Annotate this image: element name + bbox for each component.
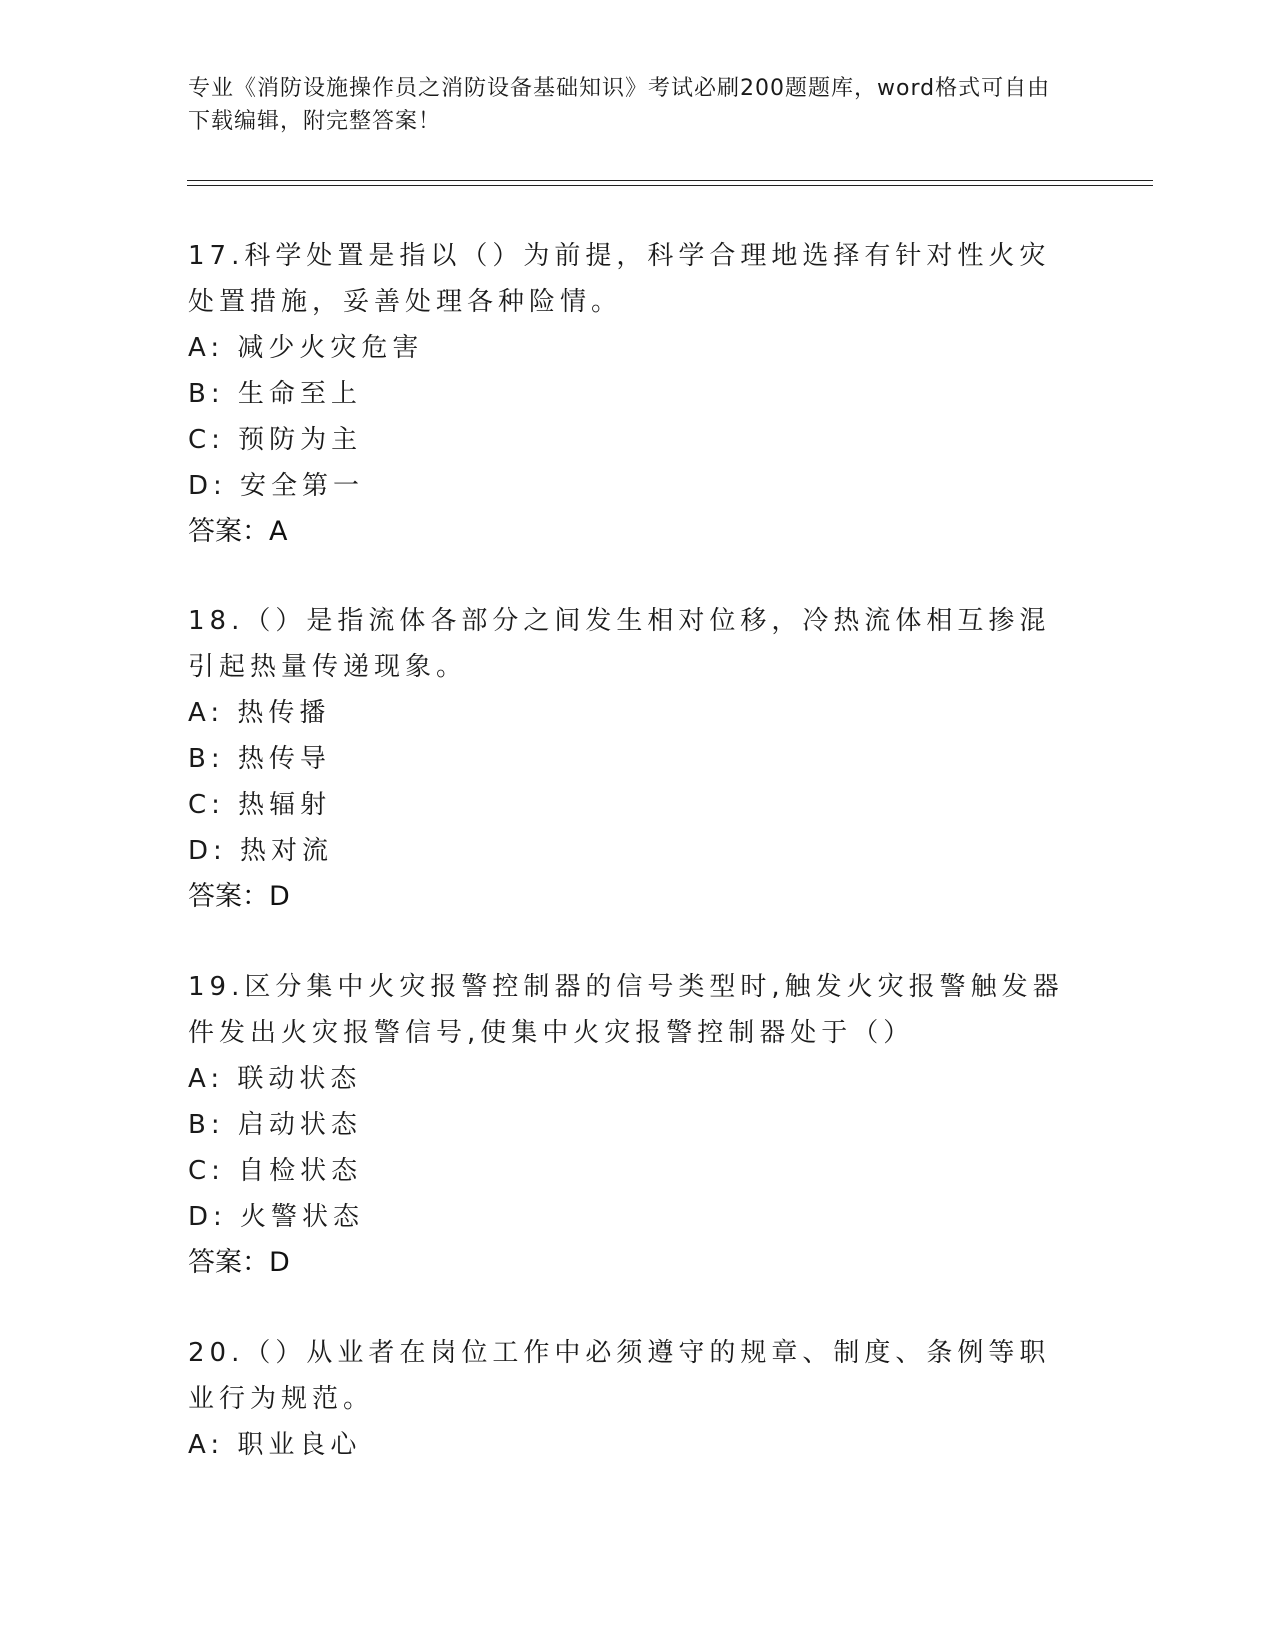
answer: 答案：D	[188, 881, 290, 912]
option-c: C: 预防为主	[188, 425, 363, 455]
option-d: D: 安全第一	[188, 471, 365, 501]
option-a: A: 职业良心	[188, 1430, 362, 1460]
option-a: A: 热传播	[188, 698, 331, 728]
option-a: A: 减少火灾危害	[188, 333, 424, 363]
answer: 答案：A	[188, 516, 288, 547]
option-b: B: 启动状态	[188, 1110, 362, 1140]
option-c: C: 自检状态	[188, 1156, 363, 1186]
header-divider-bottom	[187, 185, 1153, 186]
option-b: B: 热传导	[188, 744, 331, 774]
question-19	[188, 964, 1068, 1286]
question-18	[188, 598, 1068, 920]
question-stem: 20.（）从业者在岗位工作中必须遵守的规章、制度、条例等职业行为规范。	[188, 1338, 1051, 1414]
document-header: 专业《消防设施操作员之消防设备基础知识》考试必刷200题题库，word格式可自由下载编辑，附完整答案！	[188, 76, 1051, 134]
option-d: D: 火警状态	[188, 1202, 365, 1232]
option-b: B: 生命至上	[188, 379, 362, 409]
question-17	[188, 233, 1068, 555]
answer: 答案：D	[188, 1247, 290, 1278]
question-20	[188, 1330, 1068, 1468]
question-stem: 17.科学处置是指以（）为前提，科学合理地选择有针对性火灾处置措施，妥善处理各种险情。	[188, 241, 1051, 317]
option-a: A: 联动状态	[188, 1064, 362, 1094]
option-d: D: 热对流	[188, 836, 334, 866]
question-stem: 19.区分集中火灾报警控制器的信号类型时,触发火灾报警触发器件发出火灾报警信号,使集中火灾报警控制器处于（）	[188, 972, 1064, 1048]
question-stem: 18.（）是指流体各部分之间发生相对位移，冷热流体相互掺混引起热量传递现象。	[188, 606, 1051, 682]
header-divider-top	[187, 180, 1153, 181]
option-c: C: 热辐射	[188, 790, 332, 820]
